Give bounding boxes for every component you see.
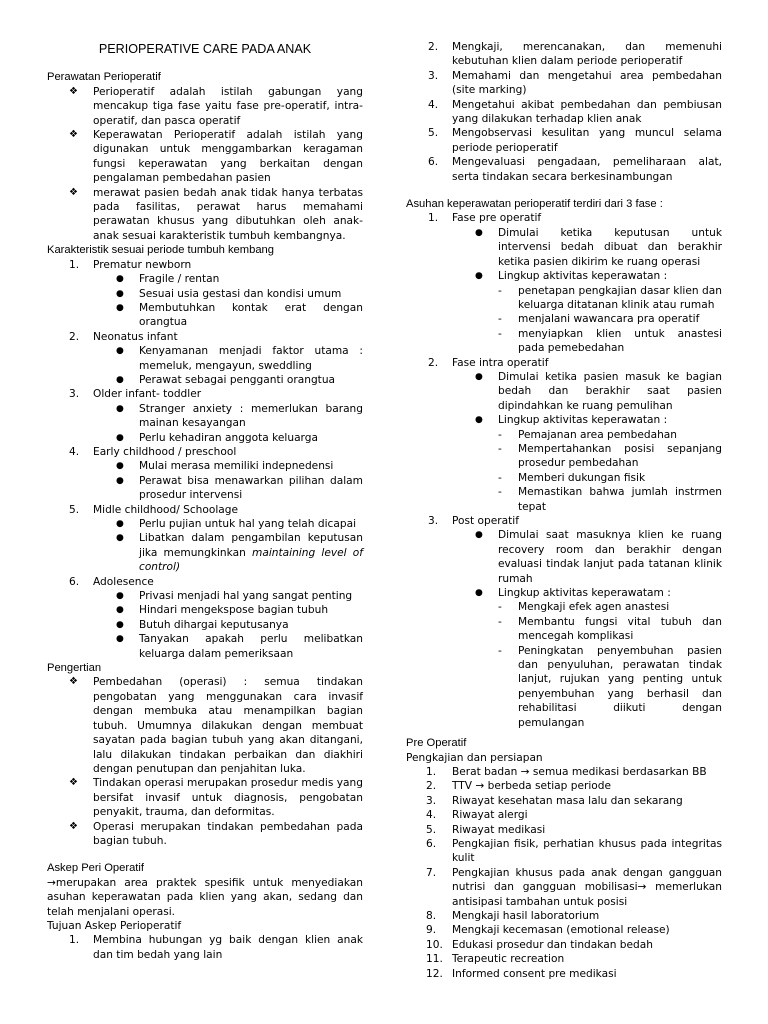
list-item: ● Lingkup aktivitas keperawatam : - Mengkaji efek agen anastesi - Membantu fungsi vital tubuh dan mencegah komplikasi - Peningkatan penyembuhan pasien dan penyuluhan, perawatan tindak lanjut, rujukan yang penting untuk penyembuhan yang berhasil dan rehabilitasi diikuti dengan pemulangan (475, 587, 722, 729)
bullet-icon: ● (116, 461, 124, 472)
dash-icon: - (498, 442, 502, 455)
italic-phrase: maintaining level of control) (139, 546, 363, 574)
list-item: 10. Edukasi prosedur dan tindakan bedah (426, 938, 653, 951)
dash-icon: - (498, 313, 502, 326)
list-item: - Memberi dukungan fisik (498, 471, 646, 484)
diamond-bullet-icon: ❖ (69, 777, 78, 789)
list-item: - menjalani wawancara pra operatif (498, 313, 700, 326)
section-heading-karakteristik: Karakteristik sesuai periode tumbuh kembang (47, 244, 274, 257)
list-item: ❖ Keperawatan Perioperatif adalah istilah yang digunakan untuk menggambarkan keragaman fungsi keperawatan yang berkaitan dengan pengalaman pembedahan pasien (69, 129, 363, 185)
bullet-icon: ● (116, 591, 124, 602)
dash-icon: - (498, 284, 502, 297)
dash-icon: - (498, 601, 502, 614)
bullet-icon: ● (116, 374, 124, 385)
list-item: ● Fragile / rentan (116, 273, 220, 286)
stage-item: 6. Adolesence ● Privasi menjadi hal yang sangat penting ● Hindari mengekspose bagian tubuh ● Butuh dihargai keputusanya ● Tanyakan apakah perlu melibatkan keluarga dalam pemeriksaan (69, 575, 363, 660)
list-item: ● Dimulai saat masuknya klien ke ruang recovery room dan berakhir dengan evaluasi tindak lanjut pada tatanan klinik rumah (475, 529, 722, 585)
dash-icon: - (498, 471, 502, 484)
list-item: ● Mulai merasa memiliki indepnedensi (116, 460, 334, 473)
list-item: - Memastikan bahwa jumlah instrmen tepat (498, 486, 722, 513)
dash-icon: - (498, 327, 502, 340)
list-item: ● Libatkan dalam pengambilan keputusan jika memungkinkan maintaining level of control) (116, 532, 363, 574)
pre-operatif-subheading: Pengkajian dan persiapan (406, 751, 543, 764)
section-heading-perawatan: Perawatan Perioperatif (47, 71, 161, 84)
phase-item: 3. Post operatif ● Dimulai saat masuknya klien ke ruang recovery room dan berakhir dengan evaluasi tindak lanjut pada tatanan klinik rumah ● Lingkup aktivitas keperawatam : - Mengkaji efek agen anastesi - Membantu fungsi vital tubuh dan mencegah komplikasi - Peningkatan penyembuhan pasien dan penyuluhan, perawatan tindak lanjut, rujukan yang penting untuk penyembuhan yang berhasil dan rehabilitasi diikuti dengan pemulangan (428, 515, 722, 729)
pre-operatif-list (406, 765, 722, 981)
bullet-icon: ● (116, 519, 124, 529)
dash-icon: - (498, 428, 502, 441)
bullet-icon: ● (475, 227, 483, 238)
bullet-icon: ● (475, 530, 483, 541)
list-item: ● Perawat bisa menawarkan pilihan dalam prosedur intervensi (116, 474, 363, 502)
bullet-icon: ● (116, 619, 124, 630)
dash-icon: - (498, 486, 502, 499)
stage-item: 5. Midle childhood/ Schoolage ● Perlu pujian untuk hal yang telah dicapai ● Libatkan dalam pengambilan keputusan jika memungkinkan maintaining level of control) (69, 503, 363, 574)
list-item: 4. Mengetahui akibat pembedahan dan pembiusan yang dilakukan terhadap klien anak (428, 98, 722, 126)
section-heading-pengertian: Pengertian (47, 662, 102, 675)
list-item: - Mempertahankan posisi sepanjang prosedur pembedahan (498, 442, 722, 470)
list-item: 5. Riwayat medikasi (426, 823, 546, 836)
diamond-bullet-icon: ❖ (69, 676, 78, 688)
list-item: - Pemajanan area pembedahan (498, 428, 677, 441)
list-item: ❖ Tindakan operasi merupakan prosedur medis yang bersifat invasif untuk diagnosis, pengobatan penyakit, trauma, dan deformitas. (69, 777, 363, 819)
diamond-bullet-icon: ❖ (69, 129, 78, 141)
bullet-icon: ● (475, 371, 483, 382)
left-column (47, 40, 363, 962)
list-item: 3. Riwayat kesehatan masa lalu dan sekarang (426, 794, 683, 807)
document-title: PERIOPERATIVE CARE PADA ANAK (98, 42, 312, 56)
list-item: ● Sesuai usia gestasi dan kondisi umum (116, 287, 342, 300)
list-item: ❖ Operasi merupakan tindakan pembedahan pada bagian tubuh. (69, 820, 363, 847)
list-item: ● Perlu pujian untuk hal yang telah dicapai (116, 518, 357, 530)
list-item: 11. Terapeutic recreation (426, 953, 565, 966)
stage-item: 3. Older infant- toddler ● Stranger anxiety : memerlukan barang mainan kesayangan ● Perlu kehadiran anggota keluarga (69, 388, 363, 444)
tujuan-list-right (406, 40, 722, 184)
list-item: 4. Riwayat alergi (426, 809, 528, 822)
list-item: ● Stranger anxiety : memerlukan barang mainan kesayangan (116, 402, 363, 430)
bullet-icon: ● (475, 588, 483, 599)
askep-description: →merupakan area praktek spesifik untuk menyediakan asuhan keperawatan pada klien yang akan, sedang dan telah menjalani operasi. (47, 876, 363, 918)
list-item: - Peningkatan penyembuhan pasien dan penyuluhan, perawatan tindak lanjut, rujukan yang penting untuk penyembuhan yang berhasil dan rehabilitasi diikuti dengan pemulangan (498, 644, 722, 729)
bullet-icon: ● (475, 415, 483, 426)
list-item: ● Hindari mengekspose bagian tubuh (116, 604, 329, 617)
phase-list (406, 211, 722, 730)
diamond-bullet-icon: ❖ (69, 186, 78, 198)
list-item: ● Membutuhkan kontak erat dengan orangtua (116, 301, 363, 329)
list-item: - Mengkaji efek agen anastesi (498, 601, 670, 614)
list-item: - menyiapkan klien untuk anastesi pada pemebedahan (498, 327, 722, 355)
list-item: 7. Pengkajian khusus pada anak dengan gangguan nutrisi dan gangguan mobilisasi→ memerlukan antisipasi tambahan untuk posisi (426, 866, 722, 908)
bullet-icon: ● (116, 302, 124, 313)
section-heading-askep: Askep Peri Operatif (47, 862, 145, 875)
bullet-icon: ● (116, 475, 124, 486)
tujuan-list-left (47, 933, 363, 962)
list-item: ● Dimulai ketika pasien masuk ke bagian bedah dan berakhir saat pasien dipindahkan ke ruang pemulihan (475, 370, 722, 412)
bullet-icon: ● (116, 634, 124, 645)
list-item: - penetapan pengkajian dasar klien dan keluarga ditatanan klinik atau rumah (498, 284, 722, 311)
dash-icon: - (498, 644, 502, 657)
list-item: ● Butuh dihargai keputusanya (116, 618, 289, 631)
phase-item: 2. Fase intra operatif ● Dimulai ketika pasien masuk ke bagian bedah dan berakhir saat pasien dipindahkan ke ruang pemulihan ● Lingkup aktivitas keperawatan : - Pemajanan area pembedahan - Mempertahankan posisi sepanjang prosedur pembedahan - Memberi dukungan fisik - Memastikan bahwa jumlah instrmen tepat (428, 356, 722, 513)
pengertian-list (47, 675, 363, 848)
list-item: 2. TTV → berbeda setiap periode (426, 780, 612, 793)
bullet-icon: ● (116, 288, 124, 299)
list-item: 2. Mengkaji, merencanakan, dan memenuhi kebutuhan klien dalam periode perioperatif (428, 41, 722, 68)
list-item: 6. Mengevaluasi pengadaan, pemeliharaan alat, serta tindakan secara berkesinambungan (428, 156, 722, 183)
dash-icon: - (498, 615, 502, 628)
stage-list (47, 258, 363, 661)
list-item: ● Privasi menjadi hal yang sangat penting (116, 590, 353, 603)
list-item: 1. Berat badan → semua medikasi berdasarkan BB (426, 765, 707, 778)
stage-item: 1. Prematur newborn ● Fragile / rentan ● Sesuai usia gestasi dan kondisi umum ● Membutuhkan kontak erat dengan orangtua (69, 258, 363, 329)
bullet-icon: ● (475, 271, 483, 282)
list-item: ● Dimulai ketika keputusan untuk intervensi bedah dibuat dan berakhir ketika pasien dikirim ke ruang operasi (475, 226, 722, 268)
list-item: ● Perawat sebagai pengganti orangtua (116, 373, 336, 386)
bullet-icon: ● (116, 346, 124, 357)
list-item: 5. Mengobservasi kesulitan yang muncul selama periode perioperatif (428, 127, 722, 154)
list-item: ❖ merawat pasien bedah anak tidak hanya terbatas pada fasilitas, perawat harus memahami perawatan khusus yang dibutuhkan oleh anak-anak sesuai karakteristik tumbuh kembangnya. (69, 186, 363, 242)
bullet-icon: ● (116, 605, 124, 616)
list-item: 8. Mengkaji hasil laboratorium (426, 909, 600, 922)
bullet-icon: ● (116, 403, 124, 414)
list-item: ❖ Pembedahan (operasi) : semua tindakan pengobatan yang menggunakan cara invasif dengan membuka atau menampilkan bagian tubuh. Umumnya dilakukan dengan membuat sayatan pada bagian tubuh yang akan ditangani, lalu dilakukan tindakan perbaikan dan diakhiri dengan penutupan dan penjahitan luka. (69, 676, 363, 775)
phase-item: 1. Fase pre operatif ● Dimulai ketika keputusan untuk intervensi bedah dibuat dan berakhir ketika pasien dikirim ke ruang operasi ● Lingkup aktivitas keperawatan : - penetapan pengkajian dasar klien dan keluarga ditatanan klinik atau rumah - menjalani wawancara pra operatif - menyiapkan klien untuk anastesi pada pemebedahan (428, 212, 722, 355)
list-item: 6. Pengkajian fisik, perhatian khusus pada integritas kulit (426, 837, 722, 865)
list-item: 9. Mengkaji kecemasan (emotional release) (426, 924, 670, 937)
tujuan-label: Tujuan Askep Perioperatif (47, 919, 182, 932)
list-item: 3. Memahami dan mengetahui area pembedahan (site marking) (428, 69, 722, 97)
stage-item: 4. Early childhood / preschool ● Mulai merasa memiliki indepnedensi ● Perawat bisa menawarkan pilihan dalam prosedur intervensi (69, 445, 363, 502)
section-heading-fase: Asuhan keperawatan perioperatif terdiri dari 3 fase : (406, 198, 663, 211)
diamond-bullet-icon: ❖ (69, 820, 78, 832)
list-item: 1. Membina hubungan yg baik dengan klien anak dan tim bedah yang lain (69, 934, 363, 961)
list-item: 12. Informed consent pre medikasi (426, 967, 617, 980)
list-item: ● Lingkup aktivitas keperawatan : - Pemajanan area pembedahan - Mempertahankan posisi sepanjang prosedur pembedahan - Memberi dukungan fisik - Memastikan bahwa jumlah instrmen tepat (475, 414, 722, 513)
perawatan-list (47, 85, 363, 243)
list-item: ● Perlu kehadiran anggota keluarga (116, 431, 318, 444)
stage-item: 2. Neonatus infant ● Kenyamanan menjadi faktor utama : memeluk, mengayun, sweddling ● Perawat sebagai pengganti orangtua (69, 330, 363, 386)
bullet-icon: ● (116, 274, 124, 285)
bullet-icon: ● (116, 533, 124, 544)
list-item: - Membantu fungsi vital tubuh dan mencegah komplikasi (498, 615, 722, 643)
diamond-bullet-icon: ❖ (69, 85, 78, 97)
list-item: ● Tanyakan apakah perlu melibatkan keluarga dalam pemeriksaan (116, 633, 363, 660)
right-column (406, 40, 722, 981)
bullet-icon: ● (116, 432, 124, 443)
list-item: ● Lingkup aktivitas keperawatan : - penetapan pengkajian dasar klien dan keluarga ditatanan klinik atau rumah - menjalani wawancara pra operatif - menyiapkan klien untuk anastesi pada pemebedahan (475, 270, 722, 355)
list-item: ● Kenyamanan menjadi faktor utama : memeluk, mengayun, sweddling (116, 345, 363, 372)
list-item: ❖ Perioperatif adalah istilah gabungan yang mencakup tiga fase yaitu fase pre-operatif, intra-operatif, dan pasca operatif (69, 85, 363, 127)
section-heading-pre-operatif: Pre Operatif (406, 737, 467, 750)
